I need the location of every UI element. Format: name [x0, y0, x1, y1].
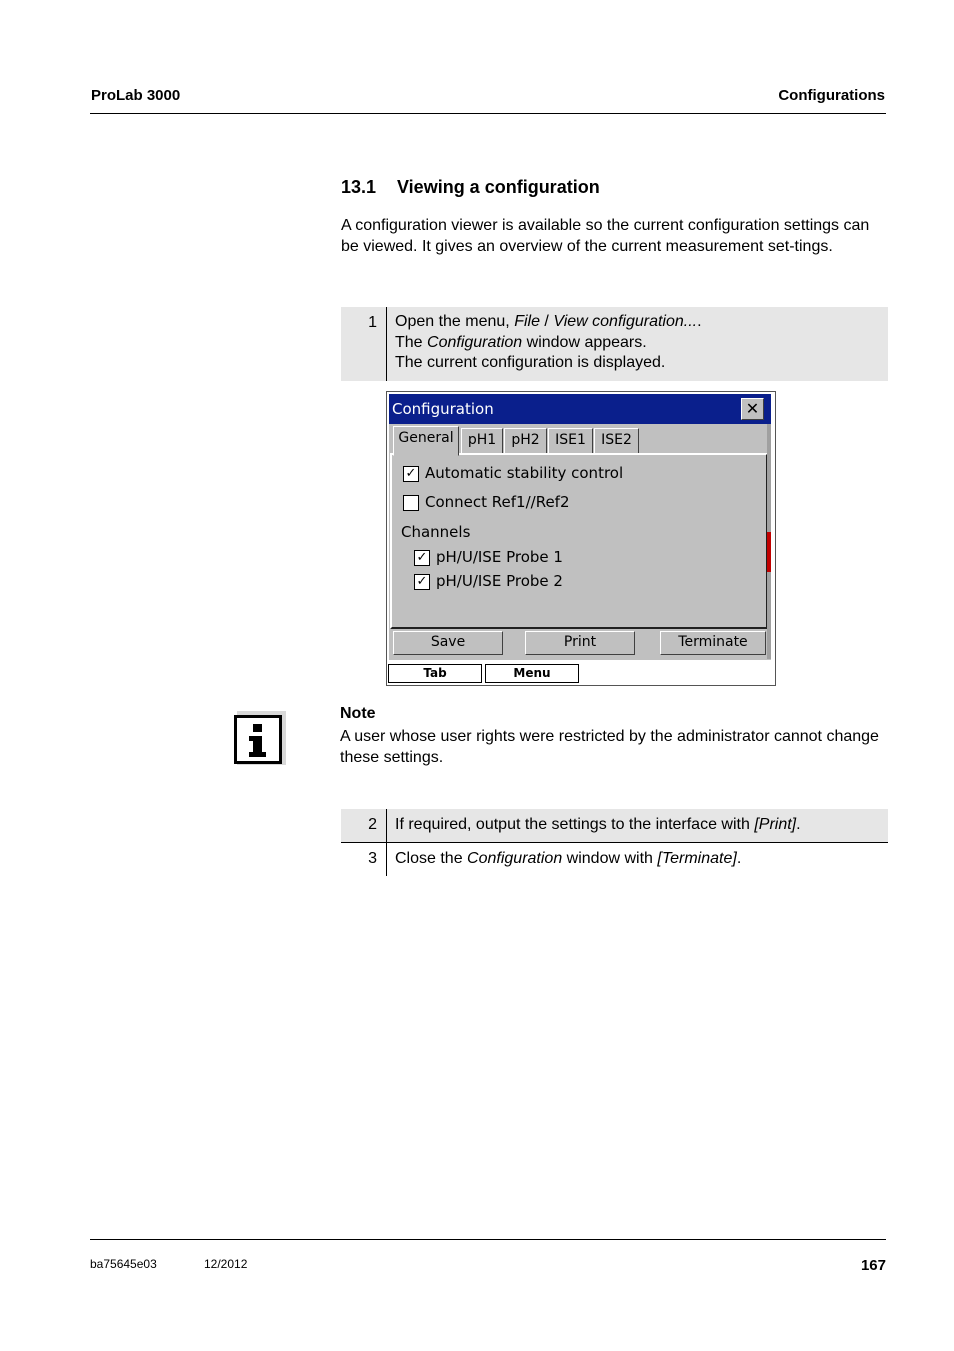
step-3 — [341, 843, 888, 876]
close-icon[interactable]: ✕ — [741, 398, 764, 420]
window-title: Configuration — [392, 400, 494, 418]
auto-stability-checkbox[interactable]: ✓ — [403, 466, 419, 482]
tab-ph2[interactable]: pH2 — [504, 428, 547, 454]
info-icon — [234, 711, 286, 765]
channels-label: Channels — [401, 523, 471, 541]
connect-ref-checkbox[interactable] — [403, 495, 419, 511]
note-heading: Note — [340, 705, 376, 722]
header-rule — [90, 113, 886, 114]
step-divider — [386, 809, 387, 842]
section-heading — [341, 177, 600, 198]
footer-doc-id: ba75645e03 — [90, 1257, 157, 1271]
tab-ise1[interactable]: ISE1 — [548, 428, 593, 454]
tab-ph1[interactable]: pH1 — [461, 428, 503, 454]
auto-stability-label: Automatic stability control — [425, 464, 624, 482]
step-text: If required, output the settings to the interface with [Print]. — [395, 816, 801, 833]
header-product: ProLab 3000 — [91, 87, 181, 104]
scrollbar-thumb[interactable] — [767, 532, 771, 572]
configuration-screenshot — [386, 391, 776, 686]
step-number: 3 — [368, 850, 377, 867]
softkey-tab[interactable]: Tab — [388, 664, 482, 683]
softkey-menu[interactable]: Menu — [485, 664, 579, 683]
save-button[interactable]: Save — [393, 631, 503, 655]
note-body: A user whose user rights were restricted by the administrator cannot change these settings. — [340, 728, 879, 766]
footer-rule — [90, 1239, 886, 1240]
tab-general[interactable]: General — [393, 426, 459, 456]
step-divider — [386, 843, 387, 876]
step-line: The Configuration window appears. — [395, 333, 647, 351]
step-1 — [341, 307, 888, 381]
step-number: 1 — [368, 314, 377, 331]
step-line: The current configuration is displayed. — [395, 354, 666, 371]
step-text: Close the Configuration window with [Terminate]. — [395, 850, 742, 867]
terminate-button[interactable]: Terminate — [660, 631, 766, 655]
step-number: 2 — [368, 816, 377, 833]
step-text — [395, 312, 884, 374]
step-divider — [386, 307, 387, 381]
print-button[interactable]: Print — [525, 631, 635, 655]
window-titlebar — [389, 394, 771, 424]
section-title: Viewing a configuration — [397, 177, 600, 197]
page-number: 167 — [860, 1257, 886, 1274]
probe2-checkbox[interactable]: ✓ — [414, 574, 430, 590]
step-2 — [341, 809, 888, 843]
header-chapter: Configurations — [778, 87, 885, 104]
connect-ref-label: Connect Ref1//Ref2 — [425, 493, 570, 511]
step-line: Open the menu, File / View configuration.... — [395, 313, 702, 330]
intro-paragraph: A configuration viewer is available so the current configuration settings can be viewed. It gives an overview of the current measurement set-tings. — [341, 217, 870, 255]
footer-date: 12/2012 — [204, 1257, 248, 1271]
general-panel — [390, 453, 768, 629]
probe1-label: pH/U/ISE Probe 1 — [436, 548, 563, 566]
scrollbar[interactable] — [767, 424, 771, 659]
configuration-window — [389, 394, 771, 660]
tab-ise2[interactable]: ISE2 — [594, 428, 639, 454]
section-number: 13.1 — [341, 177, 377, 197]
probe1-checkbox[interactable]: ✓ — [414, 550, 430, 566]
probe2-label: pH/U/ISE Probe 2 — [436, 572, 563, 590]
